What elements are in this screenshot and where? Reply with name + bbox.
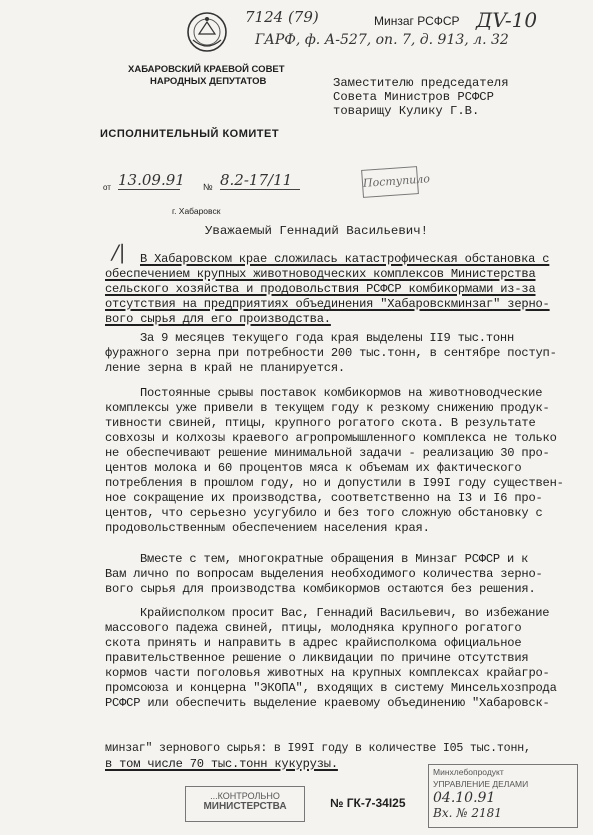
body-line: не обеспечивают решение минимальной задачи - реализацию 30 про- <box>105 446 550 460</box>
ministry-stamp-line-2: МИНИСТЕРСТВА <box>203 801 287 812</box>
body-line: в том числе 70 тыс.тонн кукурузы. <box>105 757 338 771</box>
doc-code: № ГК-7-34I25 <box>330 796 406 810</box>
reg-date: 04.10.91 <box>433 790 496 806</box>
body-line: минзаг" зернового сырья: в I99I году в количестве I05 тыс.тонн, <box>105 742 531 755</box>
salutation: Уважаемый Геннадий Васильевич! <box>205 224 429 238</box>
council-line-2: НАРОДНЫХ ДЕПУТАТОВ <box>150 76 267 87</box>
body-line: обеспечением крупных животноводческих комплексов Министерства <box>105 267 536 281</box>
addressee-line-1: Заместителю председателя <box>333 76 509 90</box>
registration-stamp <box>428 764 578 828</box>
body-line: центов молока и 60 процентов мяса к объемам их фактического <box>105 461 522 475</box>
reg-stamp-line-1: Минхлебопродукт <box>433 767 504 777</box>
body-line: комплексы уже привели в текущем году к резкому снижению продук- <box>105 401 550 415</box>
body-line: промсоюза и концерна "ЭКОПА", входящих в систему Минсельхозпрода <box>105 681 557 695</box>
ministry-note: Минзаг РСФСР <box>374 14 460 28</box>
city: г. Хабаровск <box>172 206 221 216</box>
body-line: За 9 месяцев текущего года края выделены II9 тыс.тонн <box>140 331 515 345</box>
archive-note-top: 7124 (79) <box>245 8 319 26</box>
body-line: тивности свиней, птицы, крупного рогатого скота. В результате <box>105 416 536 430</box>
body-line: Вам лично по вопросам выделения необходимого количества зерно- <box>105 567 543 581</box>
addressee-line-2: Совета Министров РСФСР <box>333 90 494 104</box>
body-line: вого сырья для его производства. <box>105 312 331 326</box>
body-line: Постоянные срывы поставок комбикормов на животноводческие <box>140 386 543 400</box>
reg-number: Вх. № 2181 <box>433 806 502 820</box>
ministry-stamp-line-1: ...КОНТРОЛЬНО <box>210 791 280 801</box>
emblem-icon <box>185 10 229 54</box>
margin-mark: /| <box>112 240 126 264</box>
body-line: отсутствия на предприятиях объединения "Хабаровскминзаг" зерно- <box>105 297 550 311</box>
body-line: продовольственным обеспечением населения края. <box>105 521 430 535</box>
body-line: фуражного зерна при потребности 200 тыс.тонн, в сентябре поступ- <box>105 346 557 360</box>
reg-stamp-line-2: УПРАВЛЕНИЕ ДЕЛАМИ <box>433 779 529 789</box>
body-line: ное сокращение их производства, соответственно на I3 и I6 про- <box>105 491 543 505</box>
body-line: Крайисполком просит Вас, Геннадий Васильевич, во избежание <box>140 606 550 620</box>
ministry-hand: ДV-10 <box>476 8 538 32</box>
body-line: Вместе с тем, многократные обращения в Минзаг РСФСР и к <box>140 552 529 566</box>
date-value: 13.09.91 <box>118 171 185 189</box>
received-stamp: Поступило <box>361 166 419 198</box>
body-line: правительственное решение о ликвидации по причине отсутствия <box>105 651 529 665</box>
committee-title: ИСПОЛНИТЕЛЬНЫЙ КОМИТЕТ <box>100 128 280 140</box>
ministry-stamp <box>185 786 305 822</box>
body-line: кормов части поголовья животных на крупных комплексах крайагро- <box>105 666 550 680</box>
addressee-line-3: товарищу Кулику Г.В. <box>333 104 480 118</box>
body-line: В Хабаровском крае сложилась катастрофическая обстановка с <box>140 252 550 266</box>
body-line: ление зерна в край не планируется. <box>105 361 345 375</box>
archive-note: ГАРФ, ф. А-527, оп. 7, д. 913, л. 32 <box>255 32 509 48</box>
number-value: 8.2-17/11 <box>220 171 300 190</box>
body-line: массового падежа свиней, птицы, молодняка крупного рогатого <box>105 621 522 635</box>
body-line: центов, что серьезно усугубило и без того сложную обстановку с <box>105 506 543 520</box>
number-prefix: № <box>203 182 213 192</box>
body-line: сельского хозяйства и продовольствия РСФСР комбикормами из-за <box>105 282 536 296</box>
body-line: совхозы и колхозы краевого агропромышленного комплекса не только <box>105 431 557 445</box>
body-line: вого сырья для производства комбикормов остаются без решения. <box>105 582 536 596</box>
date-prefix: от <box>103 183 111 192</box>
council-line-1: ХАБАРОВСКИЙ КРАЕВОЙ СОВЕТ <box>128 64 285 75</box>
body-line: скота принять и направить в адрес крайисполкома официальное <box>105 636 522 650</box>
body-line: потребления в прошлом году, но и допустили в I99I году существен- <box>105 476 564 490</box>
body-line: РСФСР или обеспечить выделение краевому объединению "Хабаровск- <box>105 696 550 710</box>
